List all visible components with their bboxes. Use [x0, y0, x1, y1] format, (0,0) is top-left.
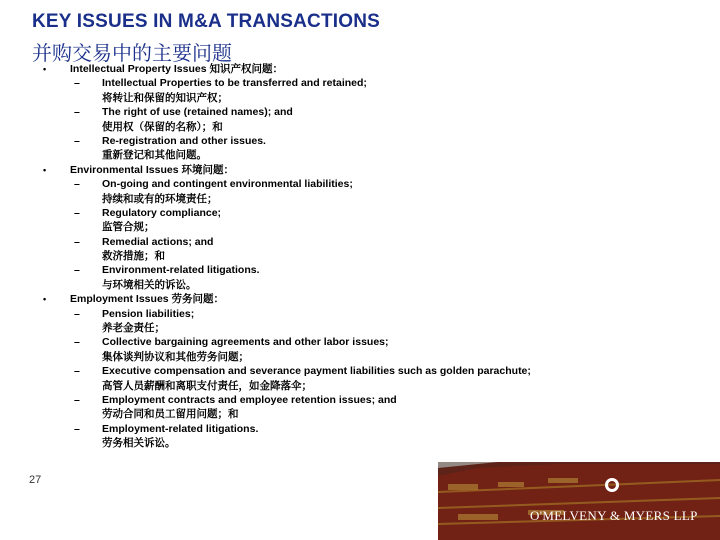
- sub-item-translation: 监管合规；: [102, 221, 155, 234]
- bullet-list: [0, 62, 720, 451]
- bullet-icon: •: [43, 64, 47, 74]
- sub-item-line: [0, 148, 720, 162]
- page-number: 27: [29, 474, 42, 486]
- sub-item-line: [0, 206, 720, 220]
- sub-item-line: [0, 134, 720, 148]
- bullet-item: [0, 62, 720, 76]
- sub-item-line: [0, 235, 720, 249]
- sub-item-line: [0, 422, 720, 436]
- sub-item-text: Employment contracts and employee retention issues; and: [102, 393, 397, 406]
- sub-item-translation: 持续和或有的环境责任；: [102, 192, 218, 205]
- sub-item-line: [0, 76, 720, 90]
- dash-icon: –: [74, 264, 80, 277]
- sub-item-text: The right of use (retained names); and: [102, 106, 293, 119]
- sub-item-line: [0, 407, 720, 421]
- sub-item-translation: 集体谈判协议和其他劳务问题；: [102, 350, 249, 363]
- firm-logo-icon: [605, 478, 619, 492]
- sub-item-text: Remedial actions; and: [102, 235, 214, 248]
- sub-item-line: [0, 91, 720, 105]
- slide-title-chinese: 并购交易中的主要问题: [32, 41, 232, 65]
- sub-item-line: [0, 120, 720, 134]
- dash-icon: –: [74, 106, 80, 119]
- sub-item-line: [0, 220, 720, 234]
- sub-item-translation: 劳动合同和员工留用问题；和: [102, 408, 239, 421]
- dash-icon: –: [74, 206, 80, 219]
- dash-icon: –: [74, 77, 80, 90]
- bullet-item: [0, 163, 720, 177]
- dash-icon: –: [74, 422, 80, 435]
- sub-item-line: [0, 350, 720, 364]
- dash-icon: –: [74, 134, 80, 147]
- sub-item-text: Re-registration and other issues.: [102, 134, 266, 147]
- sub-item-translation: 将转让和保留的知识产权；: [102, 91, 228, 104]
- sub-item-translation: 重新登记和其他问题。: [102, 149, 207, 162]
- sub-item-line: [0, 177, 720, 191]
- sub-item-translation: 与环境相关的诉讼。: [102, 278, 197, 291]
- bullet-heading: Employment Issues 劳务问题：: [70, 293, 225, 306]
- bullet-heading: Environmental Issues 环境问题：: [70, 163, 234, 176]
- bullet-item: [0, 292, 720, 306]
- sub-item-translation: 劳务相关诉讼。: [102, 437, 176, 450]
- sub-item-line: [0, 393, 720, 407]
- sub-item-line: [0, 249, 720, 263]
- sub-item-line: [0, 364, 720, 378]
- sub-item-line: [0, 263, 720, 277]
- bullet-icon: •: [43, 294, 47, 305]
- sub-item-translation: 养老金责任；: [102, 322, 165, 335]
- dash-icon: –: [74, 393, 80, 406]
- firm-logo-text: O'MELVENY & MYERS LLP: [530, 508, 698, 523]
- sub-item-line: [0, 278, 720, 292]
- sub-item-line: [0, 321, 720, 335]
- sub-item-text: Employment-related litigations.: [102, 422, 259, 435]
- dash-icon: –: [74, 307, 80, 320]
- sub-item-text: On-going and contingent environmental liabilities;: [102, 178, 353, 191]
- sub-item-text: Collective bargaining agreements and other labor issues;: [102, 336, 389, 349]
- sub-item-line: [0, 436, 720, 450]
- sub-item-translation: 使用权（保留的名称）；和: [102, 120, 223, 133]
- sub-item-text: Pension liabilities;: [102, 307, 195, 320]
- dash-icon: –: [74, 235, 80, 248]
- bullet-heading: Intellectual Property Issues 知识产权问题：: [70, 63, 283, 75]
- sub-item-text: Executive compensation and severance payment liabilities such as golden parachute;: [102, 365, 531, 378]
- sub-item-text: Intellectual Properties to be transferred and retained;: [102, 77, 367, 90]
- roof-photo: [438, 462, 720, 540]
- dash-icon: –: [74, 178, 80, 191]
- sub-item-line: [0, 335, 720, 349]
- sub-item-translation: 救济措施；和: [102, 250, 165, 263]
- sub-item-text: Regulatory compliance;: [102, 206, 222, 219]
- sub-item-text: Environment-related litigations.: [102, 264, 260, 277]
- sub-item-line: [0, 105, 720, 119]
- sub-item-line: [0, 192, 720, 206]
- sub-item-translation: 高管人员薪酬和离职支付责任，如金降落伞；: [102, 379, 312, 392]
- slide-title: KEY ISSUES IN M&A TRANSACTIONS: [32, 11, 381, 32]
- sub-item-line: [0, 307, 720, 321]
- dash-icon: –: [74, 365, 80, 378]
- sub-item-line: [0, 379, 720, 393]
- dash-icon: –: [74, 336, 80, 349]
- bullet-icon: •: [43, 164, 47, 175]
